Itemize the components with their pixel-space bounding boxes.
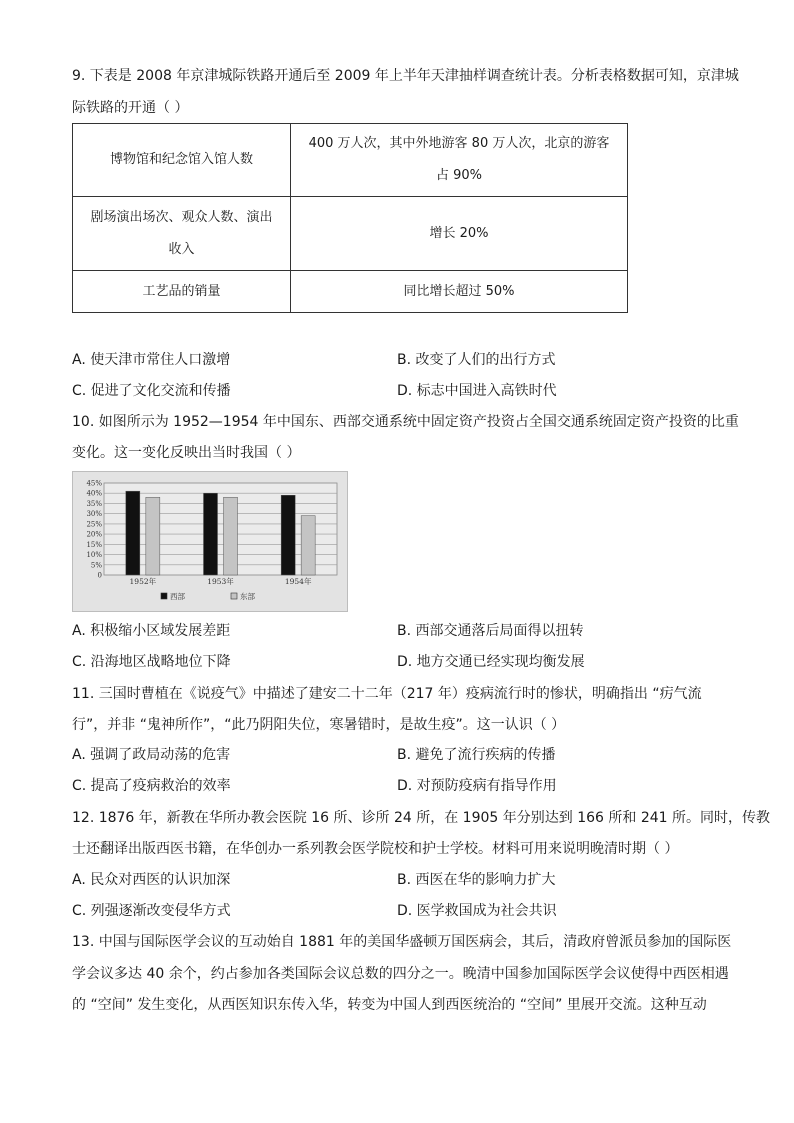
q10-stem-line2: 变化。这一变化反映出当时我国（ ） [72, 445, 301, 461]
q9-stem-line1: 9. 下表是 2008 年京津城际铁路开通后至 2009 年上半年天津抽样调查统计表。分析表格数据可知，京津城 [72, 68, 739, 84]
q13-stem-line1: 13. 中国与国际医学会议的互动始自 1881 年的美国华盛顿万国医病会，其后，清政府曾派员参加的国际医 [72, 934, 732, 950]
table-cell-label: 博物馆和纪念馆入馆人数 [73, 124, 291, 197]
table-cell-label [73, 197, 291, 271]
q12-stem-line1: 12. 1876 年，新教在华所办教会医院 16 所、诊所 24 所，在 1905 年分别达到 166 所和 241 所。同时，传教 [72, 810, 770, 826]
bar-east [146, 497, 160, 575]
x-tick-label: 1952年 [129, 577, 157, 586]
table-row [73, 271, 628, 313]
q9-option-a[interactable]: A. 使天津市常住人口激增 [72, 352, 231, 368]
y-tick-label: 20% [86, 530, 102, 539]
q11-stem-line1: 11. 三国时曹植在《说疫气》中描述了建安二十二年（217 年）疫病流行时的惨状，明确指出 “疠气流 [72, 686, 702, 702]
table-cell-label-line1: 剧场演出场次、观众人数、演出 [90, 209, 273, 225]
q9-statistics-table [72, 123, 628, 313]
y-tick-label: 25% [86, 520, 102, 529]
q11-option-c[interactable]: C. 提高了疫病救治的效率 [72, 778, 231, 794]
table-cell-value: 同比增长超过 50% [291, 271, 628, 313]
table-row [73, 124, 628, 197]
q11-stem-line2: 行”，并非 “鬼神所作”，“此乃阴阳失位，寒暑错时，是故生疫”。这一认识（ ） [72, 717, 566, 733]
q10-option-d[interactable]: D. 地方交通已经实现均衡发展 [397, 654, 585, 670]
table-cell-label: 工艺品的销量 [73, 271, 291, 313]
table-cell-value: 增长 20% [291, 197, 628, 271]
q13-stem-line2: 学会议多达 40 余个，约占参加各类国际会议总数的四分之一。晚清中国参加国际医学会议使得中西医相遇 [72, 966, 729, 982]
q11-option-a[interactable]: A. 强调了政局动荡的危害 [72, 747, 231, 763]
legend-label: 东部 [240, 592, 255, 601]
legend-label: 西部 [170, 592, 185, 601]
bar-east [301, 516, 315, 575]
q12-option-b[interactable]: B. 西医在华的影响力扩大 [397, 872, 556, 888]
q9-option-c[interactable]: C. 促进了文化交流和传播 [72, 383, 231, 399]
q13-stem-line3: 的 “空间” 发生变化，从西医知识东传入华，转变为中国人到西医统治的 “空间” 里展开交流。这种互动 [72, 997, 707, 1013]
legend-swatch [161, 593, 167, 599]
y-tick-label: 45% [86, 479, 102, 488]
q12-stem-line2: 士还翻译出版西医书籍，在华创办一系列教会医学院校和护士学校。材料可用来说明晚清时期（ ） [72, 841, 679, 857]
y-tick-label: 0 [97, 571, 102, 580]
q10-option-a[interactable]: A. 积极缩小区域发展差距 [72, 623, 231, 639]
q9-option-b[interactable]: B. 改变了人们的出行方式 [397, 352, 556, 368]
x-tick-label: 1953年 [207, 577, 234, 586]
q11-option-b[interactable]: B. 避免了流行疾病的传播 [397, 747, 556, 763]
q10-option-b[interactable]: B. 西部交通落后局面得以扭转 [397, 623, 584, 639]
table-row [73, 197, 628, 271]
q11-option-d[interactable]: D. 对预防疫病有指导作用 [397, 778, 557, 794]
y-tick-label: 5% [90, 561, 102, 570]
y-tick-label: 40% [86, 489, 102, 498]
table-cell-value [291, 124, 628, 197]
bar-east [224, 497, 238, 575]
y-tick-label: 35% [86, 499, 102, 508]
q12-option-d[interactable]: D. 医学救国成为社会共识 [397, 903, 557, 919]
q12-option-a[interactable]: A. 民众对西医的认识加深 [72, 872, 231, 888]
y-tick-label: 10% [86, 551, 102, 560]
y-tick-label: 15% [86, 540, 102, 549]
q10-stem-line1: 10. 如图所示为 1952—1954 年中国东、西部交通系统中固定资产投资占全国交通系统固定资产投资的比重 [72, 414, 739, 430]
q10-option-c[interactable]: C. 沿海地区战略地位下降 [72, 654, 231, 670]
x-tick-label: 1954年 [284, 577, 312, 586]
bar-west [126, 491, 140, 575]
bar-west [204, 493, 218, 575]
q12-option-c[interactable]: C. 列强逐渐改变侵华方式 [72, 903, 231, 919]
q9-stem-line2: 际铁路的开通（ ） [72, 100, 189, 116]
table-cell-label-line2: 收入 [168, 241, 195, 257]
table-cell-value-line1: 400 万人次，其中外地游客 80 万人次，北京的游客 [308, 136, 610, 151]
q9-option-d[interactable]: D. 标志中国进入高铁时代 [397, 383, 557, 399]
bar-chart-svg [73, 472, 347, 611]
table-cell-value-line2: 占 90% [435, 168, 483, 183]
bar-west [281, 495, 295, 575]
investment-bar-chart [72, 471, 348, 612]
y-tick-label: 30% [86, 510, 102, 519]
legend-swatch [231, 593, 237, 599]
